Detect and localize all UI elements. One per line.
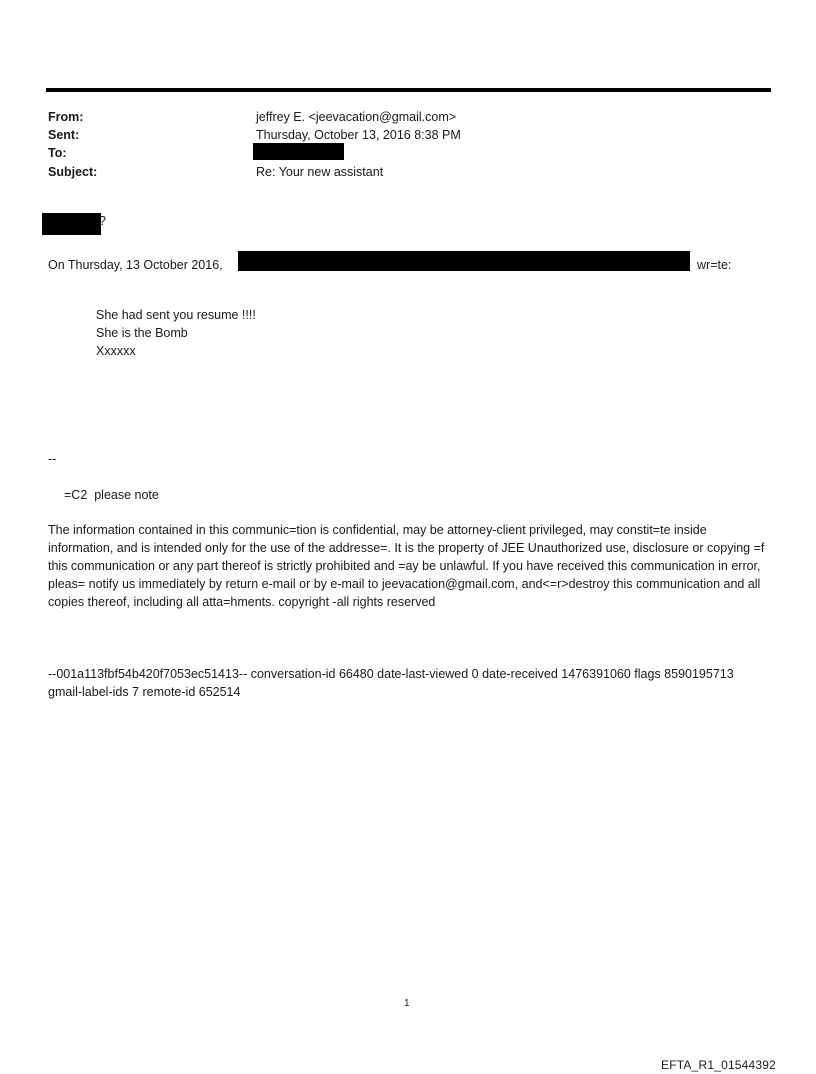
sent-label: Sent: bbox=[48, 128, 80, 142]
page-number: 1 bbox=[404, 998, 410, 1009]
signature-separator: -- bbox=[48, 452, 57, 466]
greeting-redaction bbox=[42, 213, 101, 235]
message-metadata: --001a113fbf54b420f7053ec51413-- conversation-id 66480 date-last-viewed 0 date-received 1476391060 flags 8590195713 gmail-label-ids 7 remote-id 652514 bbox=[48, 667, 734, 699]
to-label: To: bbox=[48, 146, 67, 160]
from-value: jeffrey E. <jeevacation@gmail.com> bbox=[256, 110, 457, 124]
quoted-line: She is the Bomb bbox=[96, 326, 188, 340]
quote-intro-end: wr=te: bbox=[697, 258, 732, 272]
sender-redaction bbox=[238, 251, 690, 271]
subject-value: Re: Your new assistant bbox=[256, 165, 384, 179]
quoted-line: She had sent you resume !!!! bbox=[96, 308, 256, 322]
note-line: =C2 please note bbox=[64, 488, 159, 502]
from-label: From: bbox=[48, 110, 84, 124]
confidentiality-disclaimer: The information contained in this communic=tion is confidential, may be attorney-client privileged, may constit=te inside information, and is intended only for the use of the addresse=. It is the property of JEE Unauthorized use, disclosure or copying =f this communication or any part thereof is strictly prohibited and =ay be unlawful. If you have received this communication in error, pleas= notify us immediately by return e-mail or by e-mail to jeevacation@gmail.com, and<=r>destroy this communication and all copies thereof, including all atta=hments. copyright -all rights reserved bbox=[48, 523, 765, 609]
sent-value: Thursday, October 13, 2016 8:38 PM bbox=[256, 128, 461, 142]
to-redaction bbox=[253, 143, 344, 160]
header-rule bbox=[46, 88, 771, 92]
greeting-tail: ? bbox=[99, 214, 106, 228]
quote-intro-start: On Thursday, 13 October 2016, bbox=[48, 258, 223, 272]
quoted-line: Xxxxxx bbox=[96, 344, 136, 358]
subject-label: Subject: bbox=[48, 165, 98, 179]
document-id: EFTA_R1_01544392 bbox=[661, 1058, 777, 1072]
